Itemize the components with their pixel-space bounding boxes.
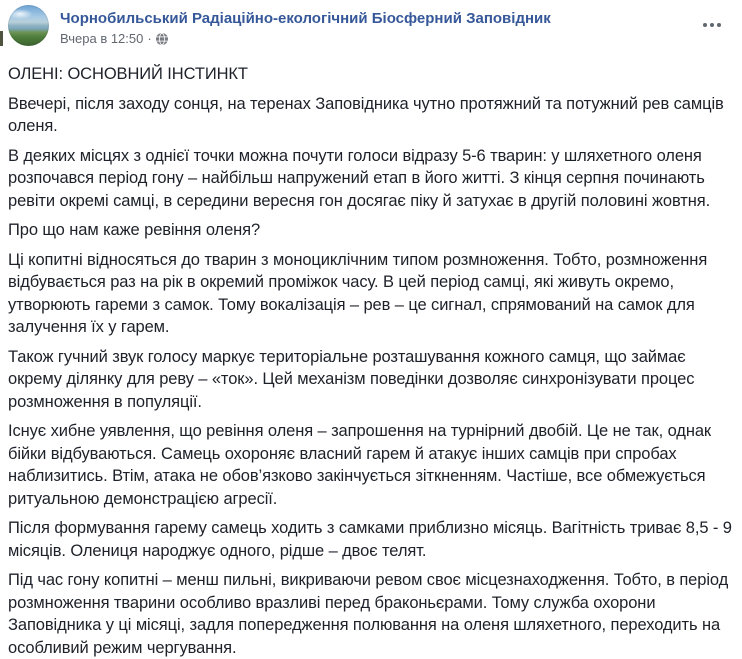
post-paragraph: Ці копитні відносяться до тварин з моноциклічним типом розмноження. Тобто, розмноження відбувається раз на рік в окремий проміжок часу. В цей період самці, які живуть окремо, утворюють гареми з самок. Тому вокалізація – рев – це сигнал, спрямований на самок для залучення їх у гарем.: [8, 250, 712, 336]
dot-separator: ·: [147, 31, 152, 46]
post-header-meta: [60, 5, 551, 47]
ellipsis-icon: [703, 23, 707, 27]
left-edge-artifact: [0, 31, 3, 46]
author-page-link[interactable]: Чорнобильський Радіаційно-екологічний Біосферний Заповідник: [60, 10, 551, 27]
more-options-button[interactable]: [698, 15, 726, 35]
post-subline: [60, 31, 551, 47]
post-paragraph: В деяких місцях з однієї точки можна почути голоси відразу 5-6 тварин: у шляхетного оленя розпочався період гону – найбільш напружений етап в його житті. З кінця серпня починають ревіти окремі самці, в середини вересня гон досягає піку й затухає в другій половині жовтня.: [8, 146, 711, 210]
post-paragraph: Також гучний звук голосу маркує територіальне розташування кожного самця, що займає окрему ділянку для реву – «ток». Цей механізм поведінки дозволяє синхронізувати процес розмноження в популяції.: [8, 347, 699, 411]
post-paragraph: Існує хибне уявлення, що ревіння оленя – запрошення на турнірний двобій. Це не так, однак бійки відбуваються. Самець охороняє власний гарем й атакує інших самців при спробах наблизитись. Втім, атака не обов’язково закінчується зіткненням. Частіше, все обмежується ритуальною демонстрацією агресії.: [8, 422, 716, 508]
post-paragraph: Під час гону копитні – менш пильні, викриваючи ревом своє місцезнаходження. Тобто, в період розмноження тварини особливо вразливі перед браконьєрами. Тому служба охорони Заповідника у ці місяці, задля попередження полювання на оленя шляхетного, переходить на особливий режим чергування.: [8, 571, 733, 657]
post-timestamp-link[interactable]: Вчера в 12:50: [60, 31, 144, 46]
globe-icon: [156, 33, 168, 45]
post-paragraph-title: ОЛЕНІ: ОСНОВНИЙ ІНСТИНКТ: [8, 65, 248, 83]
post-content: [8, 63, 737, 659]
post-paragraph: Про що нам каже ревіння оленя?: [8, 221, 261, 239]
post-header: [8, 4, 734, 47]
post-paragraph: Після формування гарему самець ходить з самками приблизно місяць. Вагітність триває 8,5 - 9 місяців. Олениця народжує одного, рідше – двоє телят.: [8, 519, 737, 560]
avatar[interactable]: [8, 5, 49, 46]
post-paragraph: Ввечері, після заходу сонця, на теренах Заповідника чутно протяжний та потужний рев самців оленя.: [8, 94, 729, 135]
